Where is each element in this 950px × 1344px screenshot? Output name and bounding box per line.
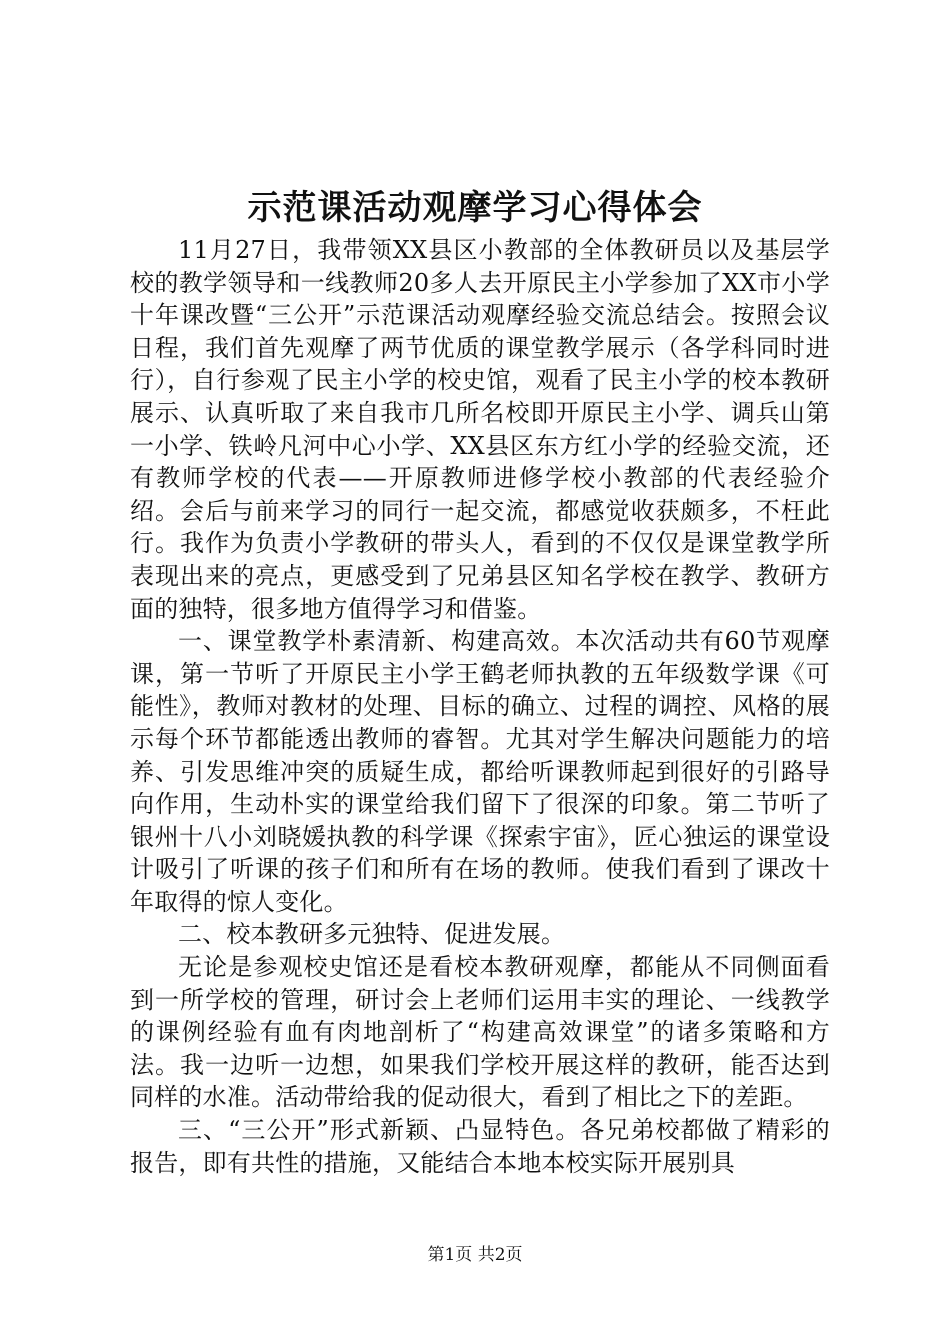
paragraph-intro: 11月27日，我带领XX县区小教部的全体教研员以及基层学校的教学领导和一线教师20多人去开原民主小学参加了XX市小学十年课改暨“三公开”示范课活动观摩经验交流总结会。按照会议日程，我们首先观摩了两节优质的课堂教学展示（各学科同时进行），自行参观了民主小学的校史馆，观看了民主小学的校本教研展示、认真听取了来自我市几所名校即开原民主小学、调兵山第一小学、铁岭凡河中心小学、XX县区东方红小学的经验交流，还有教师学校的代表——开原教师进修学校小教部的代表经验介绍。会后与前来学习的同行一起交流，都感觉收获颇多，不枉此行。我作为负责小学教研的带头人，看到的不仅仅是课堂教学所表现出来的亮点，更感受到了兄弟县区知名学校在教学、教研方面的独特，很多地方值得学习和借鉴。: [130, 236, 830, 623]
paragraph-section-two-heading: 二、校本教研多元独特、促进发展。: [178, 920, 566, 949]
document-body: [130, 234, 830, 1179]
paragraph-section-two-body: 无论是参观校史馆还是看校本教研观摩，都能从不同侧面看到一所学校的管理，研讨会上老师们运用丰实的理论、一线教学的课例经验有血有肉地剖析了“构建高效课堂”的诸多策略和方法。我一边听一边想，如果我们学校开展这样的教研，能否达到同样的水准。活动带给我的促动很大，看到了相比之下的差距。: [130, 953, 830, 1112]
paragraph-section-three: 三、“三公开”形式新颖、凸显特色。各兄弟校都做了精彩的报告，即有共性的措施，又能结合本地本校实际开展别具: [130, 1116, 830, 1177]
paragraph-section-one: 一、课堂教学朴素清新、构建高效。本次活动共有60节观摩课，第一节听了开原民主小学王鹤老师执教的五年级数学课《可能性》，教师对教材的处理、目标的确立、过程的调控、风格的展示每个环节都能透出教师的睿智。尤其对学生解决问题能力的培养、引发思维冲突的质疑生成，都给听课教师起到很好的引路导向作用，生动朴实的课堂给我们留下了很深的印象。第二节听了银州十八小刘晓媛执教的科学课《探索宇宙》，匠心独运的课堂设计吸引了听课的孩子们和所有在场的教师。使我们看到了课改十年取得的惊人变化。: [130, 627, 830, 916]
document-title: 示范课活动观摩学习心得体会: [247, 188, 703, 228]
page-number-footer: 第1页 共2页: [427, 1245, 523, 1265]
